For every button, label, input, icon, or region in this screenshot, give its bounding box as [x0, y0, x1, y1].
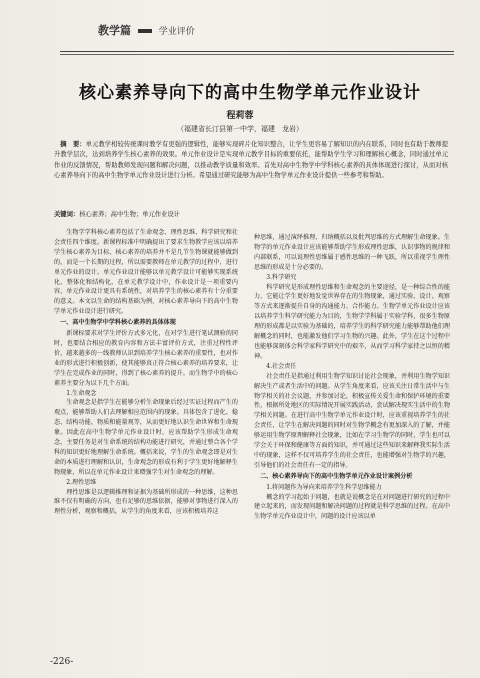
keywords-label: 关键词：	[54, 211, 80, 218]
paragraph: 科学研究是形成理性思维和生命观念的主要途径，是一种综合性的能力，它能让学生更好地发觉世界存在的生物现象，通过实验、设计、观察等方式来逐渐提升自身的沟通能力、合作能力。生物学单元作业设计应该以培养学生科学研究能力为目的，生物学学科属于实验学科，很多生物原理的形成都是以实验为基础的，培养学生的科学研究能力能够帮助他们理解概念的同时，也能激发他们学习生物的兴趣。此外，学生在这个过程中也能够深刻体会科学家科学研究中的艰辛，从而学习科学家持之以恒的精神。	[254, 283, 450, 360]
keywords	[54, 209, 448, 218]
header-section: 教学篇	[98, 24, 131, 37]
header-divider-icon	[138, 29, 152, 33]
paragraph: 理性思维是以逻辑推理和证据为基础所形成的一种思维，这种思维不仅有明确的方向，也有足够的思维依据，能够对事物进行深入的理性分析，观察和概括，从学生的角度来看，应该积极培养这	[54, 488, 238, 516]
paragraph: 新课标要求对学生评价方式多元化，在对学生进行笔试测验的同时，也要结合相应的教育内容和方法丰富评价方式，注重过程性评价，越来越多的一线教师认识到培养学生核心素养的重要性，也对作业的形式进行积极创新，使其能够真正符合核心素养的培养要求，让学生在完成作业的同时，得到了核心素养的提升。而生物学中的核心素养主要分为以下几个方面。	[54, 330, 238, 387]
subsection-heading: 4.社会责任	[266, 362, 297, 370]
subsection-heading: 1.生命观念	[66, 389, 97, 397]
article-affiliation: （福建省长汀县第一中学，福建 龙岩）	[177, 125, 303, 133]
header-sub: 学业评价	[158, 27, 195, 37]
right-column	[254, 233, 450, 522]
paragraph: 生命观念是指学生在能够分析生命现象后经过实证过程而产生的观点，能够帮助人们去理解相应范围内的现象。具体包含了进化、稳态、结构功能、物质和能量观等，从而更好地认识生命世界和生命现象。因此在高中生物学单元作业设计时，应该帮助学生形成生命观念，主要任务是对生命系统的结构功能进行研究，并通过整合各个学科的知识更好地理解生命系统。概括来说，学生的生命观念即是对生命的本质进行理解和认识，生命观念的形成有利于学生更好地解释生物现象，所以在单元作业设计来增强学生对生命观念的理解。	[54, 399, 238, 476]
header-rule-thin	[60, 54, 454, 55]
paragraph: 生物学学科核心素养包括了生命观念、理性思维、科学研究和社会责任四个维度。新课程标准中明确提出了要求生物教学应该以培养学生核心素养为目标，核心素养的培养并不是几节生物课就能够做到的，而是一个长期的过程，所以需要教师在单元教学的过程中，进行单元作业的设计。单元作业设计能够以单元教学设计可能够实现系统化、整体化和结构化，在单元教学设计中，作业设计是一项重要内容，单元作业设计更具有系统性，对培养学生的核心素养有十分重要的意义。本文以生命的结构基础为例，对核心素养导向下的高中生物学单元作业设计进行研究。	[54, 229, 238, 316]
paragraph: 概念的学习起始于问题，也就是说概念是在对问题进行研究的过程中建立起来的，而发现问题和解决问题的过程就是科学思维的过程。在高中生物学单元作业设计中，问题的设计应该以单	[254, 493, 450, 521]
subsection-heading: 2.理性思维	[66, 478, 97, 486]
abstract	[54, 140, 448, 181]
section-heading: 一、高中生物学中学科核心素养的具体体现	[60, 319, 176, 327]
section-heading: 二、核心素养导向下的高中生物学单元作业设计案例分析	[260, 472, 413, 480]
left-column	[54, 228, 238, 517]
column-header	[98, 22, 195, 38]
page-number: -226-	[50, 657, 74, 667]
article-author: 程莉蓉	[226, 111, 254, 121]
subsection-heading: 1.将问题作为导向来培养学生科学思维能力	[266, 483, 382, 491]
paragraph-continued: 种思维，通过演绎推理、归纳概括以及批判思维的方式理解生命现象。生物学的单元作业设计应该能够帮助学生形成理性思维，认识事物的规律和内部联系，可以说理性思维属于感性思维的一种飞跃，所以重视学生理性思维的形成是十分必要的。	[254, 234, 450, 271]
abstract-label: 摘 要：	[60, 141, 86, 148]
paragraph: 社会责任是指通过利用生物学知识讨论社会现象，并利用生物学知识解决生产或者生活中的问题。从学生角度来看，应该关注日常生活中与生物学相关的社会议题，并参加讨论，积极宣传关爱生命和保护环境的重要性，根据所处地区的实际情况开展实践活动，尝试解决现实生活中的生物学相关问题。在进行高中生物学单元作业设计时，应该重视培养学生的社会责任，让学生在解决问题的同时对生物学概念有更加深入的了解，并能够运用生物学原理解释社会现象，比如在学习生物学的同时，学生也可以学会关于环保和健康等方面的知识，并可通过这些知识来解释我实际生活中的现象，这样不仅可培养学生的社会责任，也能增强对生物学的兴趣，引导他们的社会责任有一定的指导。	[254, 372, 450, 469]
article-title: 核心素养导向下的高中生物学单元作业设计	[79, 83, 421, 103]
subsection-heading: 3.科学研究	[266, 273, 297, 281]
abstract-text: 单元教学相较传统课时教学有更强的逻辑性，能够实现碎片化知识整合，让学生更容易了解知识的内在联系，同时也有助于教师提升教学层次，达到培养学生核心素养的效果。单元作业设计是实现单元教学目标的重要依托，能帮助学生学习和理解核心概念，同时通过单元作业的反馈情况，帮助教师发现问题和解决问题，以推动教学质量和效率。首先对高中生物学中学科核心素养的具体体现进行探讨，从而对核心素养导向下的高中生物学单元作业设计进行分析。希望通过研究能够为高中生物学单元作业设计提供一些参考和帮助。	[54, 141, 449, 179]
header-rule	[60, 51, 454, 52]
keywords-text: 核心素养；高中生物；单元作业设计	[79, 211, 180, 218]
